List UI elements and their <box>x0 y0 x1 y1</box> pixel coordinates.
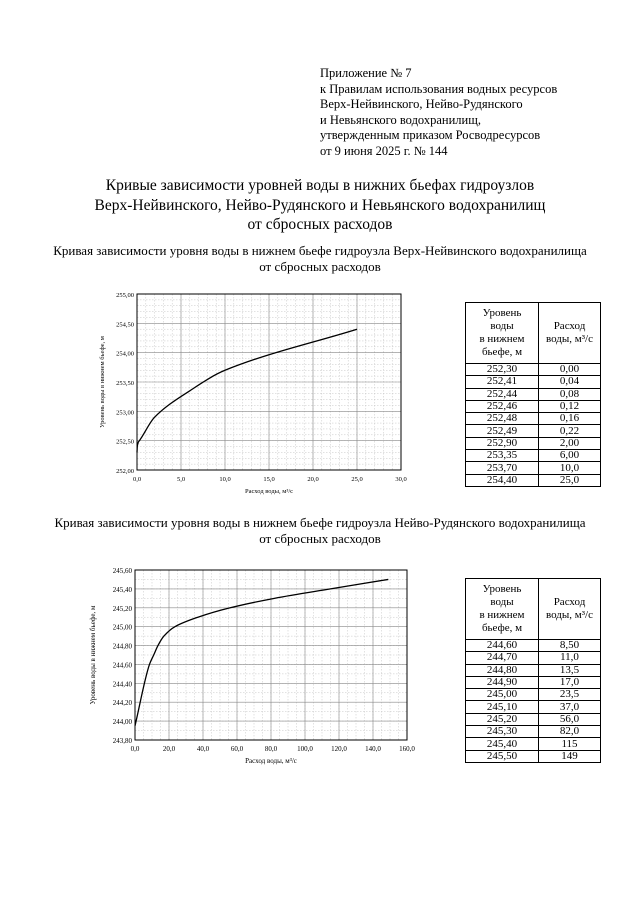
level-cell: 252,41 <box>466 376 539 388</box>
flow-cell: 82,0 <box>539 726 601 738</box>
flow-cell: 115 <box>539 738 601 750</box>
y-tick-label: 245,00 <box>112 623 132 632</box>
header-line: от 9 июня 2025 г. № 144 <box>320 143 448 158</box>
header-text: Уровень <box>482 307 522 319</box>
flow-cell: 0,00 <box>539 364 601 376</box>
x-tick-label: 120,0 <box>331 745 347 753</box>
x-tick-label: 80,0 <box>264 745 278 753</box>
document-title <box>0 176 640 235</box>
header-text: воды, м³/с <box>546 609 593 621</box>
level-cell: 245,40 <box>466 738 539 750</box>
x-tick-label: 100,0 <box>297 745 313 753</box>
table-row <box>466 462 601 474</box>
x-tick-label: 25,0 <box>351 476 363 483</box>
level-cell: 244,80 <box>466 664 539 676</box>
y-tick-label: 254,50 <box>116 321 134 329</box>
header-line: и Невьянского водохранилищ, <box>320 112 481 127</box>
flow-cell: 0,22 <box>539 425 601 437</box>
header-text: Уровень <box>482 583 522 595</box>
section-title-line: от сбросных расходов <box>259 259 381 274</box>
flow-cell: 0,08 <box>539 388 601 400</box>
flow-cell: 11,0 <box>539 652 601 664</box>
y-tick-label: 245,40 <box>112 585 132 594</box>
y-tick-label: 253,00 <box>116 409 134 417</box>
y-tick-label: 244,80 <box>112 642 132 651</box>
table-row <box>466 713 601 725</box>
x-axis-label: Расход воды, м³/с <box>245 757 297 765</box>
title-line: от сбросных расходов <box>247 216 393 233</box>
table-header-flow <box>539 579 601 640</box>
header-text: в нижнем <box>479 609 525 621</box>
y-axis-label: Уровень воды в нижнем бьефе, м <box>99 336 106 428</box>
chart-verkh-neyvinsky <box>0 282 430 500</box>
table-verkh-neyvinsky <box>465 302 601 487</box>
table-row <box>466 640 601 652</box>
header-line: Верх-Нейвинского, Нейво-Рудянского <box>320 97 523 112</box>
header-line: Приложение № 7 <box>320 66 412 80</box>
header-text: бьефе, м <box>481 346 523 358</box>
y-tick-label: 255,00 <box>116 292 134 299</box>
x-tick-label: 10,0 <box>219 476 231 483</box>
title-line: Кривые зависимости уровней воды в нижних бьефах гидроузлов <box>105 177 535 194</box>
section-1-title <box>0 243 640 275</box>
table-row <box>466 664 601 676</box>
y-tick-label: 245,60 <box>112 567 132 575</box>
header-line: к Правилам использования водных ресурсов <box>320 81 558 96</box>
flow-cell: 0,12 <box>539 400 601 412</box>
x-axis-label: Расход воды, м³/с <box>244 488 294 495</box>
flow-cell: 17,0 <box>539 676 601 688</box>
level-cell: 252,90 <box>466 437 539 449</box>
level-cell: 252,46 <box>466 400 539 412</box>
x-tick-label: 15,0 <box>263 476 275 483</box>
flow-cell: 56,0 <box>539 713 601 725</box>
series-line <box>137 329 357 452</box>
header-text: Расход <box>553 320 586 332</box>
table-header-level <box>466 303 539 364</box>
header-line: утвержденным приказом Росводресурсов <box>320 128 541 143</box>
flow-cell: 149 <box>539 750 601 762</box>
level-cell: 252,49 <box>466 425 539 437</box>
x-tick-label: 20,0 <box>162 745 176 753</box>
table-neyvo-rudyansky <box>465 578 601 763</box>
header-text: воды, м³/с <box>546 333 593 345</box>
y-tick-label: 244,60 <box>112 661 132 670</box>
header-text: в нижнем <box>479 333 525 345</box>
table-header-flow <box>539 303 601 364</box>
flow-cell: 0,04 <box>539 376 601 388</box>
header-text: воды <box>490 320 514 332</box>
level-cell: 252,48 <box>466 413 539 425</box>
level-cell: 252,44 <box>466 388 539 400</box>
appendix-header <box>320 66 620 160</box>
y-axis-label: Уровень воды в нижнем бьефе, м <box>89 605 97 705</box>
y-tick-label: 244,40 <box>112 680 132 689</box>
table-row <box>466 413 601 425</box>
level-cell: 244,90 <box>466 676 539 688</box>
series-line <box>135 579 388 725</box>
x-tick-label: 60,0 <box>230 745 244 753</box>
x-tick-label: 30,0 <box>395 476 407 483</box>
section-title-line: от сбросных расходов <box>259 531 381 546</box>
flow-cell: 10,0 <box>539 462 601 474</box>
flow-cell: 23,5 <box>539 689 601 701</box>
y-tick-label: 252,00 <box>116 468 134 475</box>
level-cell: 245,10 <box>466 701 539 713</box>
flow-cell: 0,16 <box>539 413 601 425</box>
x-tick-label: 40,0 <box>196 745 210 753</box>
table-row <box>466 400 601 412</box>
section-title-line: Кривая зависимости уровня воды в нижнем бьефе гидроузла Нейво-Рудянского водохранилища <box>54 515 586 530</box>
level-cell: 252,30 <box>466 364 539 376</box>
header-text: воды <box>490 596 514 608</box>
y-tick-label: 243,80 <box>112 737 132 745</box>
level-cell: 245,20 <box>466 713 539 725</box>
level-cell: 254,40 <box>466 474 539 486</box>
y-tick-label: 252,50 <box>116 438 134 446</box>
section-2-title <box>0 515 640 547</box>
table-header-level <box>466 579 539 640</box>
header-text: бьефе, м <box>481 622 523 634</box>
y-tick-label: 254,00 <box>116 350 134 358</box>
level-cell: 244,60 <box>466 640 539 652</box>
section-title-line: Кривая зависимости уровня воды в нижнем бьефе гидроузла Верх-Нейвинского водохранилища <box>53 243 587 258</box>
level-cell: 244,70 <box>466 652 539 664</box>
table-row <box>466 388 601 400</box>
title-line: Верх-Нейвинского, Нейво-Рудянского и Невьянского водохранилищ <box>94 196 546 214</box>
table-row <box>466 689 601 701</box>
header-text: Расход <box>553 596 586 608</box>
level-cell: 253,35 <box>466 450 539 462</box>
x-tick-label: 140,0 <box>365 745 381 753</box>
level-cell: 253,70 <box>466 462 539 474</box>
table-row <box>466 726 601 738</box>
table-row <box>466 450 601 462</box>
level-cell: 245,50 <box>466 750 539 762</box>
chart-neyvo-rudyansky <box>0 558 430 768</box>
y-tick-label: 244,00 <box>112 718 132 727</box>
x-tick-label: 0,0 <box>132 476 142 483</box>
flow-cell: 2,00 <box>539 437 601 449</box>
flow-cell: 13,5 <box>539 664 601 676</box>
level-cell: 245,30 <box>466 726 539 738</box>
table-row <box>466 425 601 437</box>
table-row <box>466 364 601 376</box>
flow-cell: 6,00 <box>539 450 601 462</box>
table-row <box>466 750 601 762</box>
flow-cell: 37,0 <box>539 701 601 713</box>
y-tick-label: 245,20 <box>112 604 132 613</box>
table-row <box>466 701 601 713</box>
x-tick-label: 0,0 <box>130 745 140 753</box>
x-tick-label: 5,0 <box>176 476 186 483</box>
y-tick-label: 244,20 <box>112 699 132 708</box>
table-row <box>466 652 601 664</box>
table-row <box>466 676 601 688</box>
table-row <box>466 376 601 388</box>
x-tick-label: 20,0 <box>307 476 319 483</box>
level-cell: 245,00 <box>466 689 539 701</box>
table-row <box>466 437 601 449</box>
x-tick-label: 160,0 <box>399 745 415 753</box>
table-row <box>466 738 601 750</box>
y-tick-label: 253,50 <box>116 380 134 387</box>
flow-cell: 8,50 <box>539 640 601 652</box>
table-row <box>466 474 601 486</box>
flow-cell: 25,0 <box>539 474 601 486</box>
